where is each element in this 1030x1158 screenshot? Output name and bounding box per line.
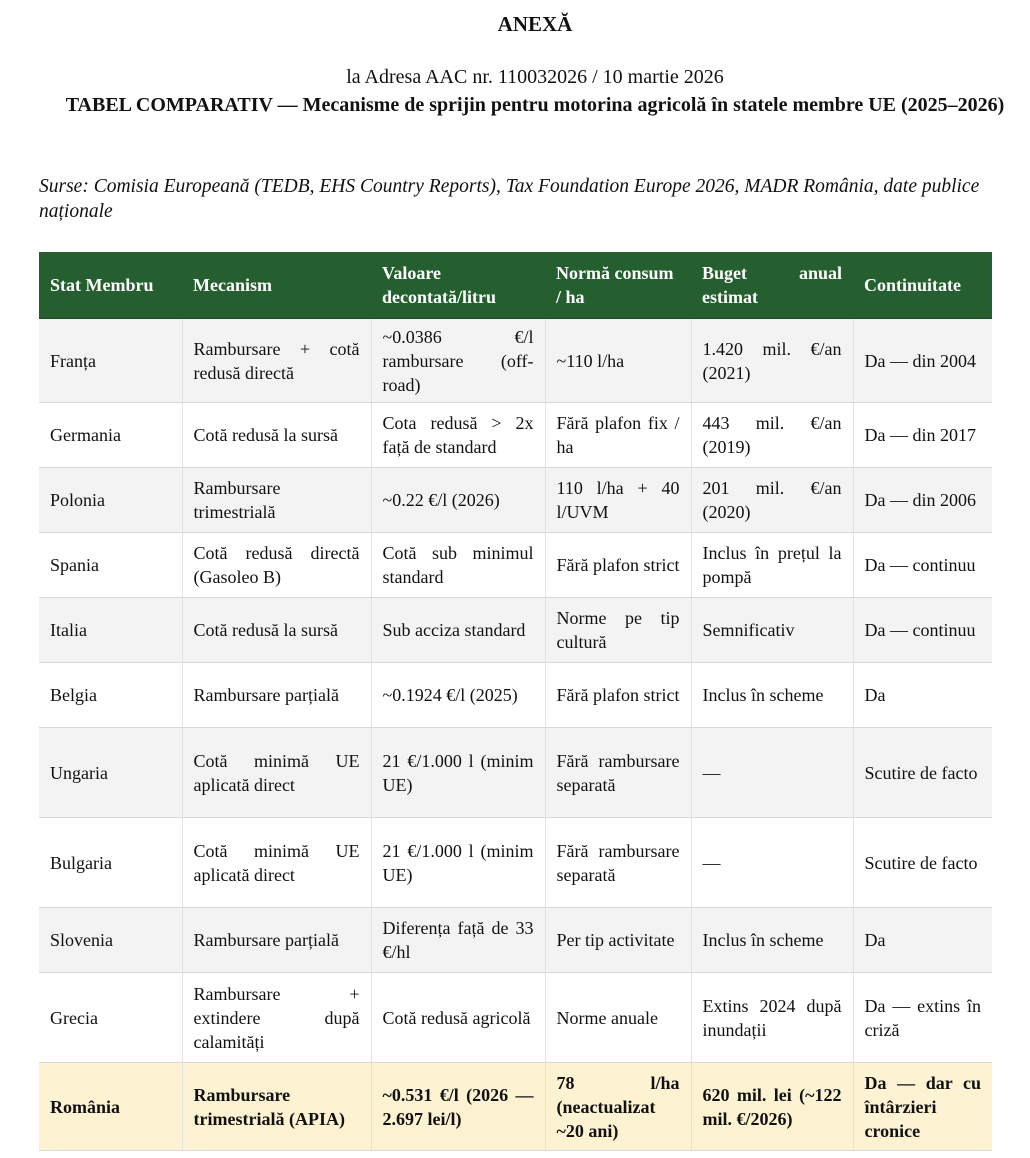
cell-norm: Norme anuale xyxy=(545,973,691,1063)
sources-note: Surse: Comisia Europeană (TEDB, EHS Country Reports), Tax Foundation Europe 2026, MADR România, date publice naționale xyxy=(39,176,980,222)
cell-budget: 620 mil. lei (~122 mil. €/2026) xyxy=(691,1063,853,1151)
cell-budget: — xyxy=(691,728,853,818)
cell-country: Bulgaria xyxy=(39,818,182,908)
cell-country: România xyxy=(39,1063,182,1151)
cell-norm: Fără plafon strict xyxy=(545,663,691,728)
cell-value: Sub acciza standard xyxy=(371,598,545,663)
cell-budget: Inclus în scheme xyxy=(691,663,853,728)
cell-value: ~0.22 €/l (2026) xyxy=(371,468,545,533)
cell-value: Diferența față de 33 €/hl xyxy=(371,908,545,973)
document-title: TABEL COMPARATIV — Mecanisme de sprijin pentru motorina agricolă în statele membre UE (2025–2026) xyxy=(65,94,1005,116)
cell-mechanism: Rambursare parțială xyxy=(182,908,371,973)
cell-norm: Fără rambursare separată xyxy=(545,818,691,908)
cell-budget: Semnificativ xyxy=(691,598,853,663)
cell-budget: Inclus în prețul la pompă xyxy=(691,533,853,598)
cell-value: 21 €/1.000 l (minim UE) xyxy=(371,728,545,818)
table-row xyxy=(39,728,992,818)
cell-country: Spania xyxy=(39,533,182,598)
cell-mechanism: Rambursare + extindere după calamități xyxy=(182,973,371,1063)
cell-value: 21 €/1.000 l (minim UE) xyxy=(371,818,545,908)
annex-heading: ANEXĂ xyxy=(497,12,573,36)
cell-mechanism: Rambursare + cotă redusă directă xyxy=(182,319,371,403)
cell-country: Ungaria xyxy=(39,728,182,818)
cell-continuity: Scutire de facto xyxy=(853,818,992,908)
cell-mechanism: Cotă redusă directă (Gasoleo B) xyxy=(182,533,371,598)
cell-country: Grecia xyxy=(39,973,182,1063)
cell-mechanism: Rambursare parțială xyxy=(182,663,371,728)
cell-value: ~0.531 €/l (2026 — 2.697 lei/l) xyxy=(371,1063,545,1151)
cell-continuity: Da — din 2017 xyxy=(853,403,992,468)
cell-continuity: Da — dar cu întârzieri cronice xyxy=(853,1063,992,1151)
cell-budget: 1.420 mil. €/an (2021) xyxy=(691,319,853,403)
cell-continuity: Da xyxy=(853,663,992,728)
cell-norm: 110 l/ha + 40 l/UVM xyxy=(545,468,691,533)
cell-norm: Fără plafon fix / ha xyxy=(545,403,691,468)
cell-budget: — xyxy=(691,818,853,908)
cell-continuity: Da — extins în criză xyxy=(853,973,992,1063)
cell-mechanism: Cotă redusă la sursă xyxy=(182,403,371,468)
table-row xyxy=(39,468,992,533)
cell-budget: 201 mil. €/an (2020) xyxy=(691,468,853,533)
cell-continuity: Scutire de facto xyxy=(853,728,992,818)
table-row xyxy=(39,973,992,1063)
cell-country: Slovenia xyxy=(39,908,182,973)
column-header-annual-budget: Buget anual estimat xyxy=(691,252,853,319)
table-row xyxy=(39,598,992,663)
cell-mechanism: Cotă redusă la sursă xyxy=(182,598,371,663)
cell-mechanism: Rambursare trimestrială xyxy=(182,468,371,533)
table-row-highlighted xyxy=(39,1063,992,1151)
cell-mechanism: Cotă minimă UE aplicată direct xyxy=(182,818,371,908)
column-header-value-per-litre: Valoare decontată/litru xyxy=(371,252,545,319)
cell-value: Cotă sub minimul standard xyxy=(371,533,545,598)
cell-continuity: Da — continuu xyxy=(853,533,992,598)
table-row xyxy=(39,319,992,403)
cell-mechanism: Rambursare trimestrială (APIA) xyxy=(182,1063,371,1151)
cell-norm: 78 l/ha (neactualizat ~20 ani) xyxy=(545,1063,691,1151)
cell-budget: 443 mil. €/an (2019) xyxy=(691,403,853,468)
cell-country: Polonia xyxy=(39,468,182,533)
cell-country: Germania xyxy=(39,403,182,468)
cell-country: Belgia xyxy=(39,663,182,728)
cell-budget: Inclus în scheme xyxy=(691,908,853,973)
cell-value: Cota redusă > 2x față de standard xyxy=(371,403,545,468)
cell-country: Italia xyxy=(39,598,182,663)
comparison-table xyxy=(39,252,992,1151)
cell-value: ~0.1924 €/l (2025) xyxy=(371,663,545,728)
cell-budget: Extins 2024 după inundații xyxy=(691,973,853,1063)
cell-value: ~0.0386 €/l rambursare (off-road) xyxy=(371,319,545,403)
table-row xyxy=(39,908,992,973)
column-header-consumption-norm: Normă consum / ha xyxy=(545,252,691,319)
cell-continuity: Da — din 2004 xyxy=(853,319,992,403)
column-header-member-state: Stat Membru xyxy=(39,252,182,319)
cell-country: Franța xyxy=(39,319,182,403)
cell-norm: Fără plafon strict xyxy=(545,533,691,598)
cell-norm: Fără rambursare separată xyxy=(545,728,691,818)
cell-mechanism: Cotă minimă UE aplicată direct xyxy=(182,728,371,818)
cell-continuity: Da xyxy=(853,908,992,973)
cell-value: Cotă redusă agricolă xyxy=(371,973,545,1063)
cell-continuity: Da — continuu xyxy=(853,598,992,663)
column-header-mechanism: Mecanism xyxy=(182,252,371,319)
cell-continuity: Da — din 2006 xyxy=(853,468,992,533)
cell-norm: Norme pe tip cultură xyxy=(545,598,691,663)
table-row xyxy=(39,818,992,908)
column-header-continuity: Continuitate xyxy=(853,252,992,319)
table-row xyxy=(39,533,992,598)
table-header-row xyxy=(39,252,992,319)
table-row xyxy=(39,403,992,468)
table-row xyxy=(39,663,992,728)
cell-norm: Per tip activitate xyxy=(545,908,691,973)
cell-norm: ~110 l/ha xyxy=(545,319,691,403)
reference-line: la Adresa AAC nr. 110032026 / 10 martie 2026 xyxy=(346,66,724,88)
